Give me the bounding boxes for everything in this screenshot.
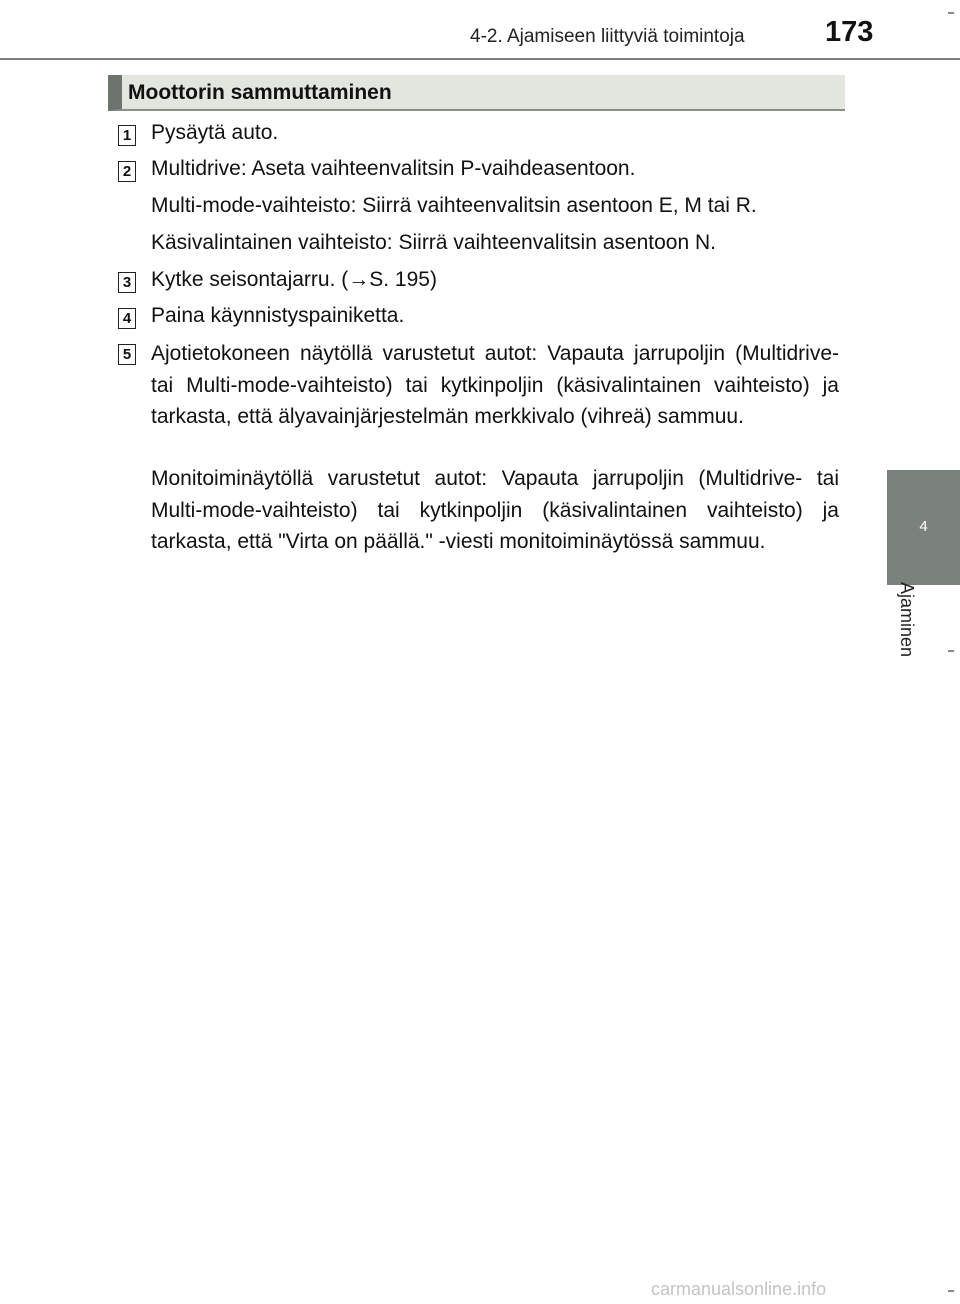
trim-mark — [948, 650, 954, 652]
step-5-paragraph-1: Ajotietokoneen näytöllä varustetut autot: Vapauta jarrupoljin (Multidrive- tai Multi-mode-vaihteisto) tai kytkinpoljin (käsivalintainen vaihteisto) ja tarkasta, että älyavainjärjestelmän merkkivalo (vihreä) sammuu. — [151, 342, 839, 428]
watermark: carmanualsonline.info — [651, 1279, 827, 1299]
page-number: 173 — [825, 16, 874, 48]
step-2-line-1: Multidrive: Aseta vaihteenvalitsin P-vaihdeasentoon. — [151, 157, 636, 180]
step-4-text: Paina käynnistyspainiketta. — [151, 304, 405, 327]
step-3-text: Kytke seisontajarru. (→S. 195) — [151, 268, 437, 291]
trim-mark — [948, 1290, 954, 1292]
step-number-5: 5 — [118, 344, 136, 365]
step-2-line-2: Multi-mode-vaihteisto: Siirrä vaihteenvalitsin asentoon E, M tai R. — [151, 194, 757, 217]
step-number-3: 3 — [118, 272, 136, 293]
step-5-paragraph-2: Monitoiminäytöllä varustetut autot: Vapauta jarrupoljin (Multidrive- tai Multi-mode-vaihteisto) tai kytkinpoljin (käsivalintainen vaihteisto) ja tarkasta, että "Virta on päällä." -viesti monitoiminäytössä sammuu. — [151, 467, 839, 553]
section-heading: Moottorin sammuttaminen — [108, 75, 845, 111]
step-number-4: 4 — [118, 308, 136, 329]
chapter-tab — [887, 470, 960, 585]
step-number-2: 2 — [118, 161, 136, 182]
chapter-label: Ajaminen — [897, 582, 917, 658]
header-divider — [0, 58, 960, 60]
trim-mark — [948, 12, 954, 14]
chapter-number: 4 — [919, 518, 928, 535]
step-2-line-3: Käsivalintainen vaihteisto: Siirrä vaihteenvalitsin asentoon N. — [151, 231, 716, 254]
step-number-1: 1 — [118, 125, 136, 146]
header-section-title: 4-2. Ajamiseen liittyviä toimintoja — [470, 26, 745, 47]
step-1-text: Pysäytä auto. — [151, 121, 279, 144]
